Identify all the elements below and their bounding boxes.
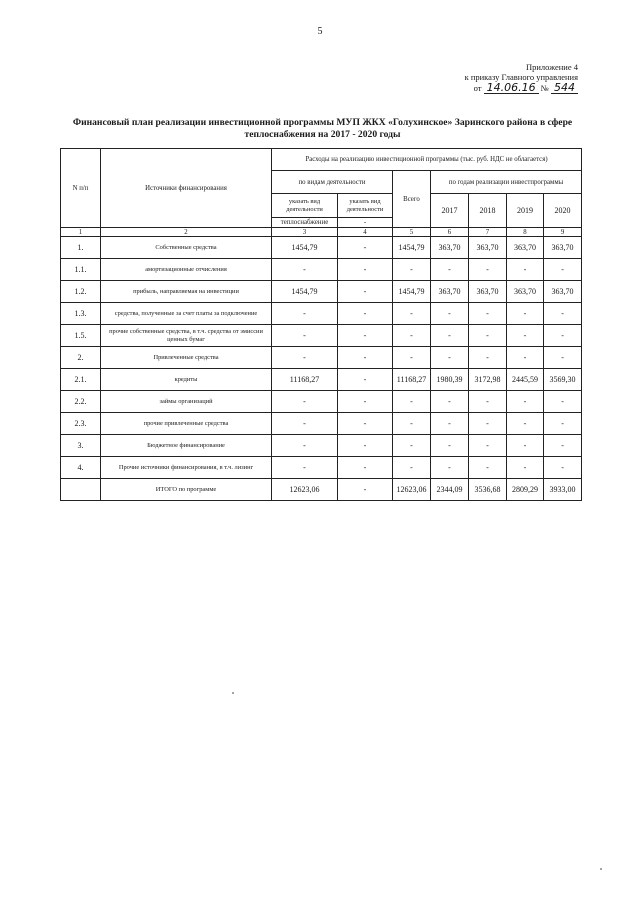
scan-speck xyxy=(600,868,602,870)
header-year: 2017 xyxy=(431,194,469,228)
value-cell: - xyxy=(469,457,507,479)
value-cell: - xyxy=(507,259,544,281)
value-cell: - xyxy=(338,391,393,413)
row-number-cell: 2.1. xyxy=(61,369,101,391)
colnum-cell: 6 xyxy=(431,228,469,237)
source-name-cell: займы организаций xyxy=(101,391,272,413)
value-cell: - xyxy=(338,259,393,281)
value-cell: 363,70 xyxy=(431,237,469,259)
colnum-cell: 7 xyxy=(469,228,507,237)
value-cell: - xyxy=(393,435,431,457)
value-cell: 363,70 xyxy=(507,281,544,303)
row-number-cell: 1.2. xyxy=(61,281,101,303)
value-cell: 363,70 xyxy=(431,281,469,303)
source-name-cell: Прочие источники финансирования, в т.ч. лизинг xyxy=(101,457,272,479)
value-cell: 2445,59 xyxy=(507,369,544,391)
colnum-cell: 2 xyxy=(101,228,272,237)
value-cell: 2344,09 xyxy=(431,479,469,501)
value-cell: - xyxy=(431,259,469,281)
value-cell: - xyxy=(393,303,431,325)
value-cell: 363,70 xyxy=(469,237,507,259)
table-row xyxy=(61,435,582,457)
header-total: Всего xyxy=(393,171,431,228)
value-cell: - xyxy=(469,303,507,325)
value-cell: - xyxy=(393,347,431,369)
value-cell: - xyxy=(507,303,544,325)
source-name-cell: средства, полученные за счет платы за подключение xyxy=(101,303,272,325)
value-cell: - xyxy=(544,391,582,413)
value-cell: 12623,06 xyxy=(272,479,338,501)
header-year: 2018 xyxy=(469,194,507,228)
value-cell: - xyxy=(338,347,393,369)
source-name-cell: прибыль, направляемая на инвестиции xyxy=(101,281,272,303)
value-cell: - xyxy=(338,457,393,479)
header-by-years: по годам реализации инвестпрограммы xyxy=(431,171,582,194)
value-cell: - xyxy=(272,391,338,413)
row-number-cell xyxy=(61,479,101,501)
value-cell: - xyxy=(469,259,507,281)
table-row xyxy=(61,237,582,259)
value-cell: - xyxy=(272,457,338,479)
header-year: 2019 xyxy=(507,194,544,228)
value-cell: - xyxy=(338,413,393,435)
header-np: N п/п xyxy=(61,149,101,228)
appendix-block xyxy=(378,62,578,94)
source-name-cell: Собственные средства xyxy=(101,237,272,259)
row-number-cell: 1.1. xyxy=(61,259,101,281)
value-cell: - xyxy=(272,303,338,325)
value-cell: - xyxy=(338,479,393,501)
page-number: 5 xyxy=(317,26,323,37)
header-year: 2020 xyxy=(544,194,582,228)
colnum-cell: 5 xyxy=(393,228,431,237)
table-row xyxy=(61,281,582,303)
value-cell: 363,70 xyxy=(544,281,582,303)
value-cell: 3933,00 xyxy=(544,479,582,501)
table-row xyxy=(61,369,582,391)
value-cell: 3536,68 xyxy=(469,479,507,501)
value-cell: - xyxy=(272,413,338,435)
table-body xyxy=(61,237,582,501)
source-name-cell: прочие привлеченные средства xyxy=(101,413,272,435)
value-cell: - xyxy=(431,325,469,347)
value-cell: - xyxy=(338,281,393,303)
appendix-subtitle: к приказу Главного управления xyxy=(464,72,578,82)
appendix-title: Приложение 4 xyxy=(526,62,578,72)
value-cell: - xyxy=(431,435,469,457)
scan-speck xyxy=(232,692,234,694)
value-cell: - xyxy=(338,325,393,347)
source-name-cell: Бюджетное финансирование xyxy=(101,435,272,457)
value-cell: - xyxy=(469,391,507,413)
value-cell: 1454,79 xyxy=(393,281,431,303)
row-number-cell: 2.3. xyxy=(61,413,101,435)
table-row xyxy=(61,413,582,435)
value-cell: - xyxy=(469,435,507,457)
value-cell: - xyxy=(338,237,393,259)
row-number-cell: 4. xyxy=(61,457,101,479)
table-row xyxy=(61,303,582,325)
value-cell: - xyxy=(544,457,582,479)
value-cell: - xyxy=(393,457,431,479)
row-number-cell: 1.5. xyxy=(61,325,101,347)
value-cell: - xyxy=(507,457,544,479)
value-cell: - xyxy=(544,303,582,325)
value-cell: - xyxy=(338,369,393,391)
appendix-number: 544 xyxy=(551,82,578,94)
value-cell: 363,70 xyxy=(507,237,544,259)
value-cell: - xyxy=(431,413,469,435)
row-number-cell: 1. xyxy=(61,237,101,259)
value-cell: - xyxy=(469,325,507,347)
value-cell: - xyxy=(272,259,338,281)
header-by-activity: по видам деятельности xyxy=(272,171,393,194)
value-cell: 1454,79 xyxy=(272,237,338,259)
header-source: Источники финансирования xyxy=(101,149,272,228)
value-cell: 363,70 xyxy=(469,281,507,303)
value-cell: 363,70 xyxy=(544,237,582,259)
value-cell: - xyxy=(393,391,431,413)
value-cell: - xyxy=(507,391,544,413)
value-cell: 3569,30 xyxy=(544,369,582,391)
value-cell: - xyxy=(431,303,469,325)
value-cell: 11168,27 xyxy=(393,369,431,391)
appendix-date-line xyxy=(378,82,578,94)
value-cell: - xyxy=(507,325,544,347)
value-cell: - xyxy=(393,325,431,347)
value-cell: - xyxy=(393,413,431,435)
value-cell: - xyxy=(469,413,507,435)
value-cell: - xyxy=(272,347,338,369)
source-name-cell: кредиты xyxy=(101,369,272,391)
row-number-cell: 2. xyxy=(61,347,101,369)
header-expenses: Расходы на реализацию инвестиционной программы (тыс. руб. НДС не облагается) xyxy=(272,149,582,171)
header-activity-1: указать вид деятельности xyxy=(272,194,338,218)
colnum-cell: 3 xyxy=(272,228,338,237)
table-row xyxy=(61,347,582,369)
source-name-cell: прочие собственные средства, в т.ч. средства от эмиссии ценных бумаг xyxy=(101,325,272,347)
value-cell: - xyxy=(272,325,338,347)
source-name-cell: амортизационные отчисления xyxy=(101,259,272,281)
row-number-cell: 2.2. xyxy=(61,391,101,413)
value-cell: 2809,29 xyxy=(507,479,544,501)
value-cell: - xyxy=(469,347,507,369)
colnum-cell: 4 xyxy=(338,228,393,237)
value-cell: - xyxy=(544,413,582,435)
appendix-date: 14.06.16 xyxy=(484,82,539,94)
header-activity-2: указать вид деятельности xyxy=(338,194,393,218)
value-cell: - xyxy=(507,435,544,457)
value-cell: 1980,39 xyxy=(431,369,469,391)
value-cell: - xyxy=(338,303,393,325)
value-cell: - xyxy=(544,325,582,347)
value-cell: 1454,79 xyxy=(272,281,338,303)
source-name-cell: ИТОГО по программе xyxy=(101,479,272,501)
document-title: Финансовый план реализации инвестиционной программы МУП ЖКХ «Голухинское» Заринского района в сфере теплоснабжения на 2017 - 2020 годы xyxy=(72,117,573,140)
appendix-number-label: № xyxy=(540,83,549,93)
value-cell: - xyxy=(507,347,544,369)
value-cell: 11168,27 xyxy=(272,369,338,391)
header-activity-2-value: - xyxy=(338,218,393,228)
source-name-cell: Привлеченные средства xyxy=(101,347,272,369)
colnum-cell: 9 xyxy=(544,228,582,237)
value-cell: - xyxy=(431,457,469,479)
value-cell: - xyxy=(338,435,393,457)
value-cell: - xyxy=(507,413,544,435)
value-cell: - xyxy=(272,435,338,457)
value-cell: 12623,06 xyxy=(393,479,431,501)
header-activity-1-value: теплоснабжение xyxy=(272,218,338,228)
table-row xyxy=(61,391,582,413)
value-cell: - xyxy=(544,435,582,457)
colnum-cell: 1 xyxy=(61,228,101,237)
value-cell: - xyxy=(544,347,582,369)
table-row xyxy=(61,479,582,501)
appendix-from: от xyxy=(473,83,482,93)
value-cell: - xyxy=(393,259,431,281)
table-row xyxy=(61,259,582,281)
value-cell: 3172,98 xyxy=(469,369,507,391)
value-cell: - xyxy=(431,391,469,413)
row-number-cell: 3. xyxy=(61,435,101,457)
value-cell: - xyxy=(431,347,469,369)
table-row xyxy=(61,457,582,479)
colnum-cell: 8 xyxy=(507,228,544,237)
value-cell: 1454,79 xyxy=(393,237,431,259)
value-cell: - xyxy=(544,259,582,281)
table-row xyxy=(61,325,582,347)
financial-plan-table xyxy=(60,148,582,501)
row-number-cell: 1.3. xyxy=(61,303,101,325)
